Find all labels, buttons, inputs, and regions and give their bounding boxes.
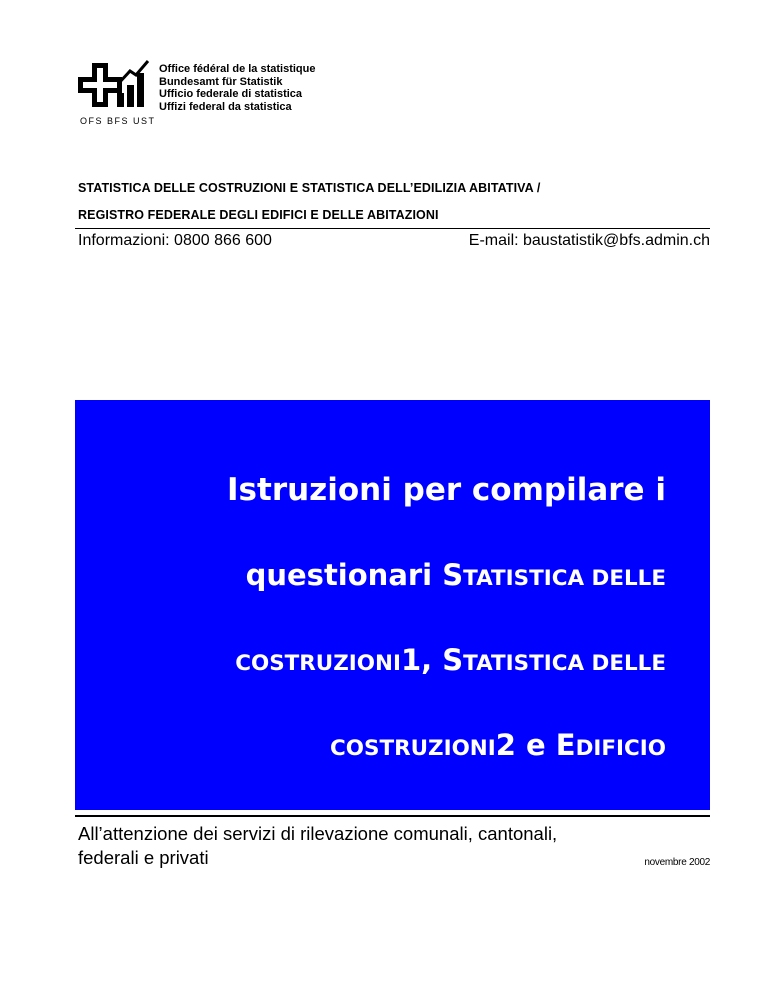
contact-phone: Informazioni: 0800 866 600 <box>78 232 272 249</box>
logo-name-de: Bundesamt für Statistik <box>159 75 283 88</box>
document-header <box>78 175 710 229</box>
logo-name-fr: Office fédéral de la statistique <box>159 63 316 75</box>
audience-note <box>78 822 710 870</box>
audience-divider <box>75 815 710 817</box>
swiss-cross-chart-icon <box>78 60 150 116</box>
bfs-logo <box>78 60 318 132</box>
title-line-1 <box>227 472 666 508</box>
audience-line-2: federali e privati <box>78 847 209 868</box>
title-line-4 <box>330 728 666 762</box>
title-text-smallcaps: COSTRUZIONI <box>330 736 496 761</box>
title-text: 2 e <box>495 728 556 762</box>
title-text: S <box>442 643 464 677</box>
title-text: questionari <box>245 558 443 592</box>
header-line-1: STATISTICA DELLE COSTRUZIONI E STATISTICA DELL’EDILIZIA ABITATIVA / <box>78 181 541 195</box>
title-box <box>75 400 710 810</box>
contact-email: E-mail: baustatistik@bfs.admin.ch <box>468 232 710 249</box>
title-line-1-text: Istruzioni per compilare i <box>227 472 666 508</box>
title-line-2 <box>246 558 666 592</box>
logo-name-rm: Uffizi federal da statistica <box>159 100 292 113</box>
title-text: 1, <box>400 643 443 677</box>
title-text-smallcaps: COSTRUZIONI <box>235 651 401 676</box>
title-text: E <box>555 728 576 762</box>
publication-date: novembre 2002 <box>644 857 710 868</box>
title-line-3 <box>235 643 666 677</box>
logo-agency-names <box>159 63 316 113</box>
logo-name-it: Ufficio federale di statistica <box>159 88 303 100</box>
title-text-smallcaps: TATISTICA DELLE <box>463 651 666 676</box>
header-divider <box>75 228 710 229</box>
title-text-smallcaps: TATISTICA DELLE <box>463 566 666 591</box>
logo-abbreviations: OFS BFS UST <box>80 116 156 126</box>
title-text: S <box>442 558 464 592</box>
header-line-2: REGISTRO FEDERALE DEGLI EDIFICI E DELLE ABITAZIONI <box>78 208 439 222</box>
title-text-smallcaps: DIFICIO <box>575 736 666 761</box>
audience-line-1: All’attenzione dei servizi di rilevazione comunali, cantonali, <box>78 823 558 844</box>
